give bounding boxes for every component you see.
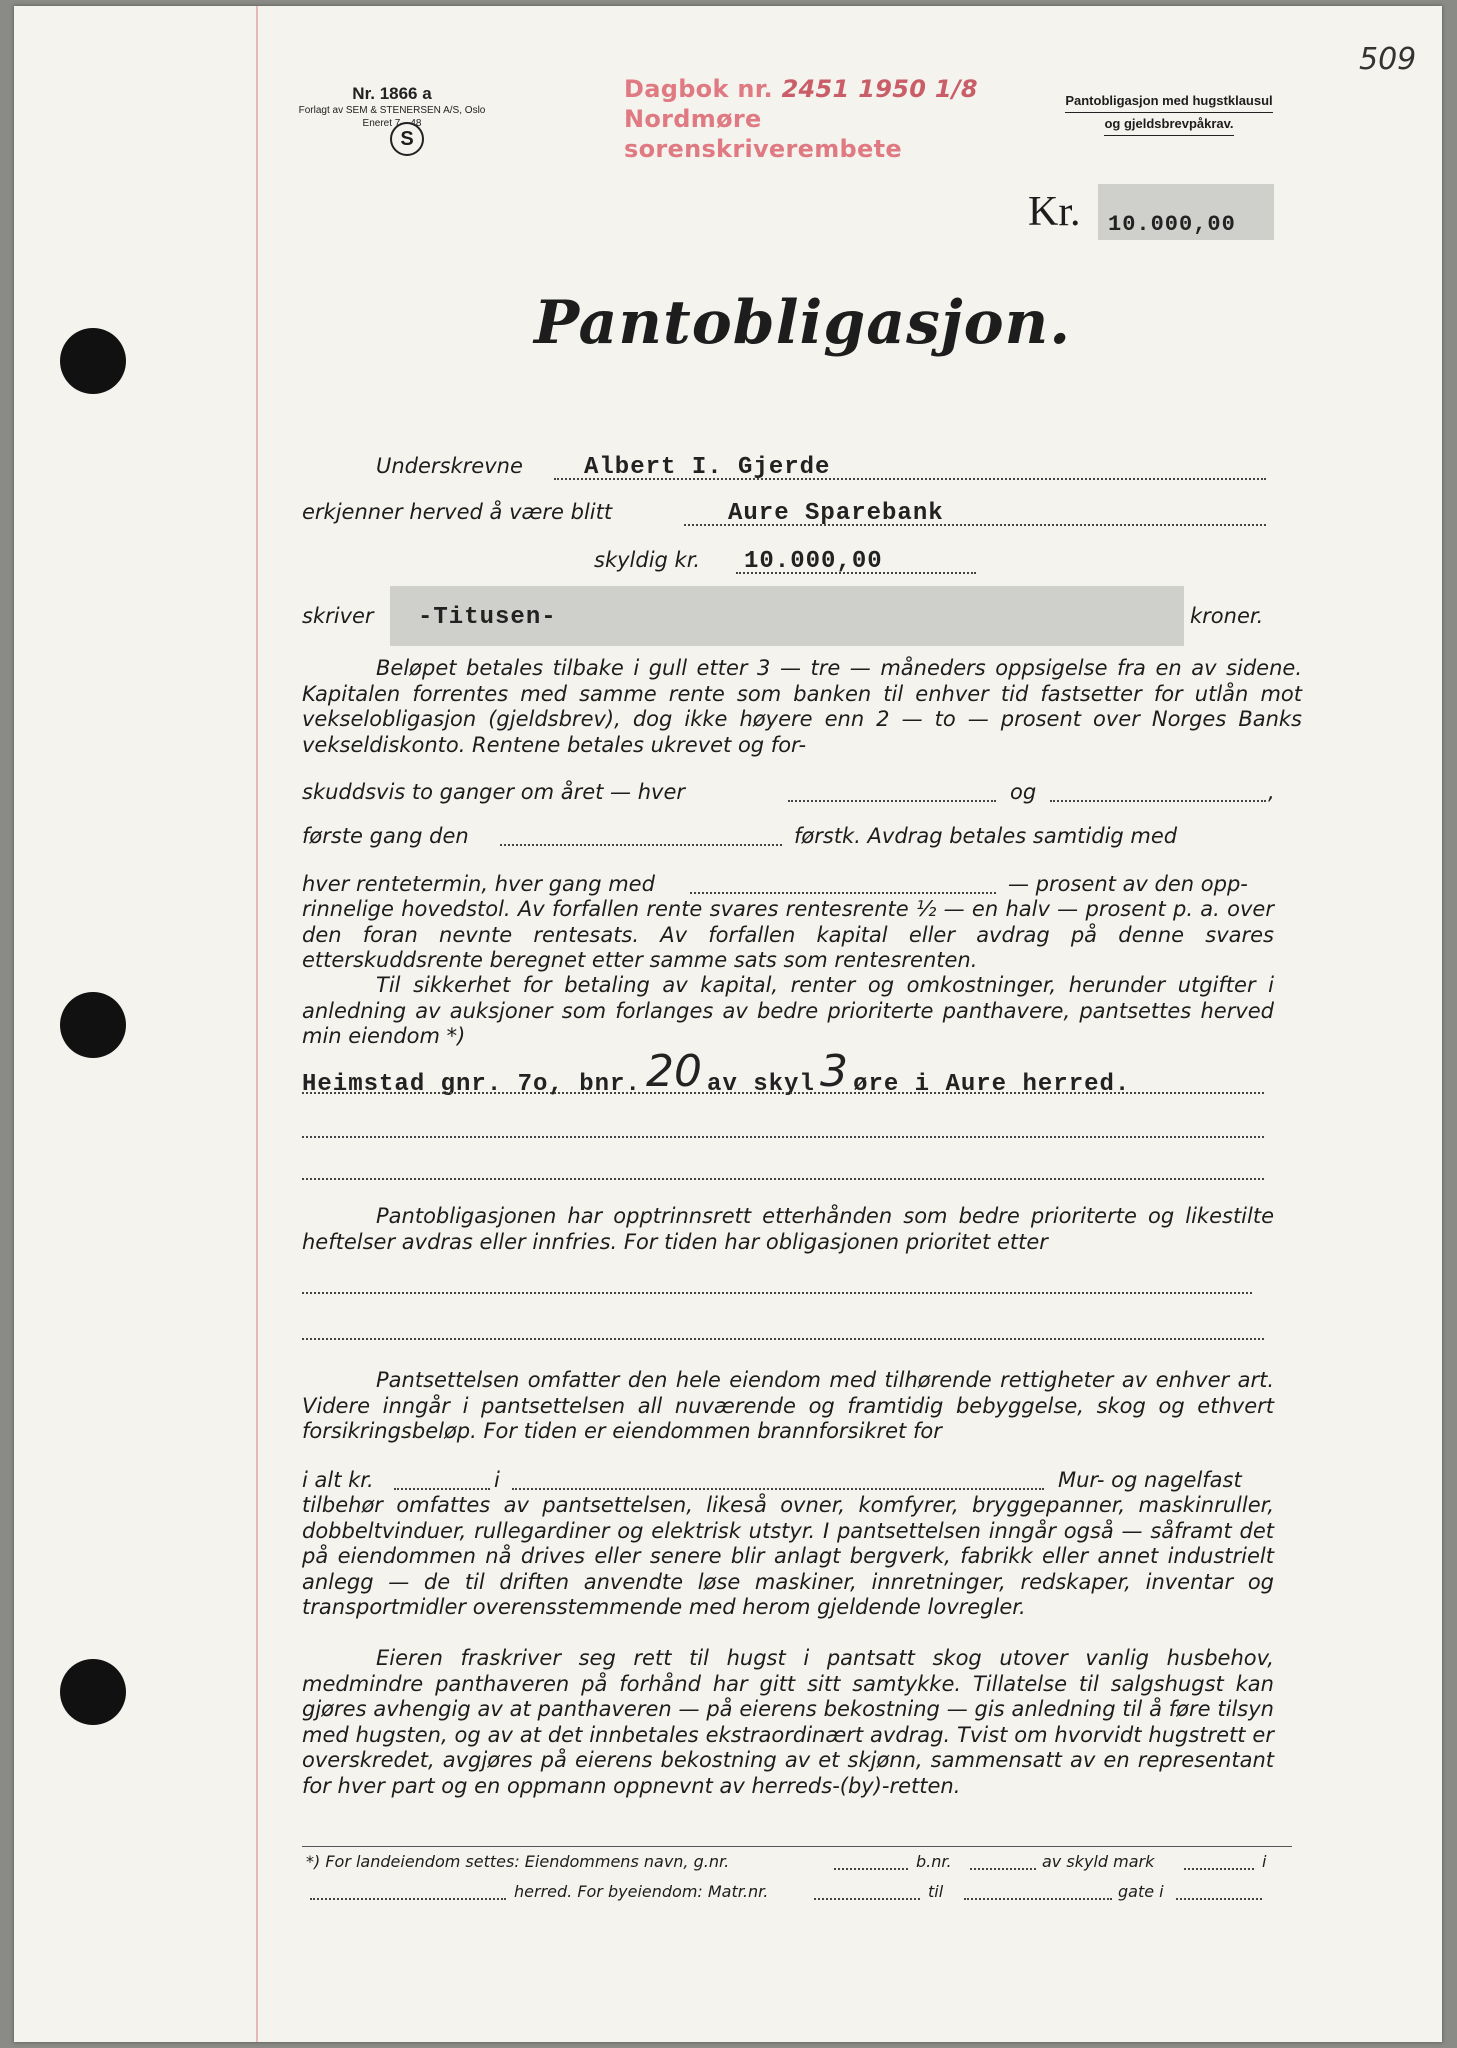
repayment-paragraph: Beløpet betales tilbake i gull etter 3 — tre — måneders oppsigelse fra en av sidene. Kapitalen forrentes med samme rente som banken til enhver tid fastsetter for utlån mot vekselobligasjon (gjeldsbrev), dog ikke høyere enn 2 — to — prosent over Norges Banks vekseldiskonto. Rentene betales ukrevet og for- xyxy=(302,656,1302,757)
footnote-dotted-line xyxy=(814,1898,920,1900)
copyright-line: Eneret 7—48 xyxy=(362,118,422,129)
footnote-line1-c: av skyld mark xyxy=(1042,1852,1155,1871)
publisher-logo: S xyxy=(390,122,424,156)
installment-line-label: hver rentetermin, hver gang med xyxy=(302,872,655,896)
footnote-dotted-line xyxy=(964,1898,1112,1900)
footnote-dotted-line xyxy=(1184,1868,1254,1870)
footnote-dotted-line xyxy=(970,1868,1036,1870)
footnote-line1-d: i xyxy=(1262,1852,1267,1871)
insurance-label: i alt kr. xyxy=(302,1468,374,1492)
property-bnr-handwritten: 20 xyxy=(645,1046,702,1097)
interest-line-label: skuddsvis to ganger om året — hver xyxy=(302,780,685,804)
document-title: Pantobligasjon. xyxy=(534,288,1072,358)
interest-dotted-line xyxy=(1050,800,1266,802)
binder-hole xyxy=(60,992,126,1058)
owing-label: skyldig kr. xyxy=(594,548,701,572)
stamp-office-name: Nordmøre sorenskriverembete xyxy=(624,105,902,163)
late-interest-paragraph: rinnelige hovedstol. Av forfallen rente svares rentesrente ½ — en halv — prosent p. a. over den foran nevnte rentesats. Av forfallen kapital eller avdrag på denne svares etterskuddsrente beregnet etter samme sats som rentesrenten. xyxy=(302,897,1274,972)
insurance-in-label: i xyxy=(494,1468,500,1492)
interest-comma: , xyxy=(1268,780,1275,804)
debtor-name: Albert I. Gjerde xyxy=(584,454,831,481)
installment-dotted-line xyxy=(690,892,996,894)
footnote-line1-a: *) For landeiendom settes: Eiendommens navn, g.nr. xyxy=(306,1852,730,1871)
stamp-handwritten-entry: 2451 1950 1/8 xyxy=(781,75,978,103)
undersigned-label: Underskrevne xyxy=(376,454,523,478)
installment-label: førstk. Avdrag betales samtidig med xyxy=(794,824,1178,848)
logging-paragraph: Eieren fraskriver seg rett til hugst i pantsatt skog utover vanlig husbehov, medmindre panthaveren på forhånd har gitt sitt samtykke. Tillatelse til salgshugst kan gjøres avhengig av at panthaveren — på eierens bekostning — gis anledning til å føre tilsyn med hugsten, og av at det innbetales ekstraordinært avdrag. Tvist om hvorvidt hugstrett er overskredet, avgjøres på eierens bekostning av et skjønn, sammensatt av en representant for hver part og en oppmann oppnevnt av herreds-(by)-retten. xyxy=(302,1646,1274,1798)
amount-value: 10.000,00 xyxy=(1108,212,1236,237)
stamp-journal-label: Dagbok nr. xyxy=(624,75,773,103)
first-time-dotted-line xyxy=(500,844,782,846)
priority-dotted-line xyxy=(302,1292,1252,1294)
amount-label: Kr. xyxy=(1028,189,1081,235)
footnote-dotted-line xyxy=(310,1898,506,1900)
register-stamp xyxy=(624,74,1024,164)
publisher-line: Forlagt av SEM & STENERSEN A/S, Oslo xyxy=(298,105,486,116)
security-paragraph: Til sikkerhet for betaling av kapital, renter og omkostninger, herunder utgifter i anledning av auksjoner som forlanges av bedre prioriterte panthavere, pantsettes herved min eiendom *) xyxy=(302,973,1274,1048)
document-page xyxy=(14,6,1442,2042)
creditor-name: Aure Sparebank xyxy=(728,500,944,527)
property-dotted-line xyxy=(302,1136,1264,1138)
form-number: Nr. 1866 a xyxy=(352,84,432,103)
form-type-line2: og gjeldsbrevpåkrav. xyxy=(1104,113,1233,136)
first-time-label: første gang den xyxy=(302,824,469,848)
property-dotted-line xyxy=(302,1178,1264,1180)
page-number: 509 xyxy=(1359,42,1417,77)
acknowledges-label: erkjenner herved å være blitt xyxy=(302,500,613,524)
interest-and-label: og xyxy=(1010,780,1037,804)
footnote-line2-c: gate i xyxy=(1118,1882,1164,1901)
pledge-paragraph: Pantsettelsen omfatter den hele eiendom med tilhørende rettigheter av enhver art. Videre inngår i pantsettelsen all nuværende og framtidig bebyggelse, skog og ethvert forsikringsbeløp. For tiden er eiendommen brannforsikret for xyxy=(302,1368,1274,1443)
property-name: Heimstad gnr. 7o, bnr. xyxy=(302,1071,641,1098)
form-type-block xyxy=(1044,90,1294,136)
footnote-line2-b: til xyxy=(928,1882,944,1901)
property-skyld-label: av skyl xyxy=(707,1071,815,1098)
owing-amount: 10.000,00 xyxy=(744,548,883,575)
priority-dotted-line xyxy=(302,1338,1264,1340)
footnote-dotted-line xyxy=(1176,1898,1262,1900)
writes-label: skriver xyxy=(302,604,374,628)
kroner-label: kroner. xyxy=(1190,604,1264,628)
insurance-dotted-line xyxy=(394,1488,490,1490)
installment-percent-label: — prosent av den opp- xyxy=(1008,872,1248,896)
form-type-line1: Pantobligasjon med hugstklausul xyxy=(1065,90,1272,113)
fixtures-label: Mur- og nagelfast xyxy=(1058,1468,1242,1492)
property-dotted-line xyxy=(302,1092,1264,1094)
interest-dotted-line xyxy=(788,800,996,802)
red-margin-line xyxy=(256,6,258,2042)
form-number-block xyxy=(292,84,492,130)
insurance-dotted-line xyxy=(512,1488,1044,1490)
footnote-rule xyxy=(302,1846,1292,1847)
amount-in-words: -Titusen- xyxy=(418,604,557,631)
property-skyld-handwritten: 3 xyxy=(819,1046,848,1097)
binder-hole xyxy=(60,328,126,394)
priority-paragraph: Pantobligasjonen har opptrinnsrett etterhånden som bedre prioriterte og likestilte heftelser avdras eller innfries. For tiden har obligasjonen prioritet etter xyxy=(302,1204,1274,1254)
footnote-dotted-line xyxy=(834,1868,908,1870)
property-municipality: øre i Aure herred. xyxy=(853,1071,1131,1098)
binder-hole xyxy=(60,1659,126,1725)
footnote-line1-b: b.nr. xyxy=(916,1852,952,1871)
footnote-line2-a: herred. For byeiendom: Matr.nr. xyxy=(514,1882,769,1901)
fixtures-paragraph: tilbehør omfattes av pantsettelsen, likeså ovner, komfyrer, bryggepanner, maskinruller, dobbeltvinduer, rullegardiner og elektrisk utstyr. I pantsettelsen inngår også — såframt det på eiendommen nå drives eller senere blir anlagt bergverk, fabrikk eller annet industrielt anlegg — de til driften anvendte løse maskiner, innretninger, redskaper, inventar og transportmidler overensstemmende med herom gjeldende lovregler. xyxy=(302,1493,1274,1619)
